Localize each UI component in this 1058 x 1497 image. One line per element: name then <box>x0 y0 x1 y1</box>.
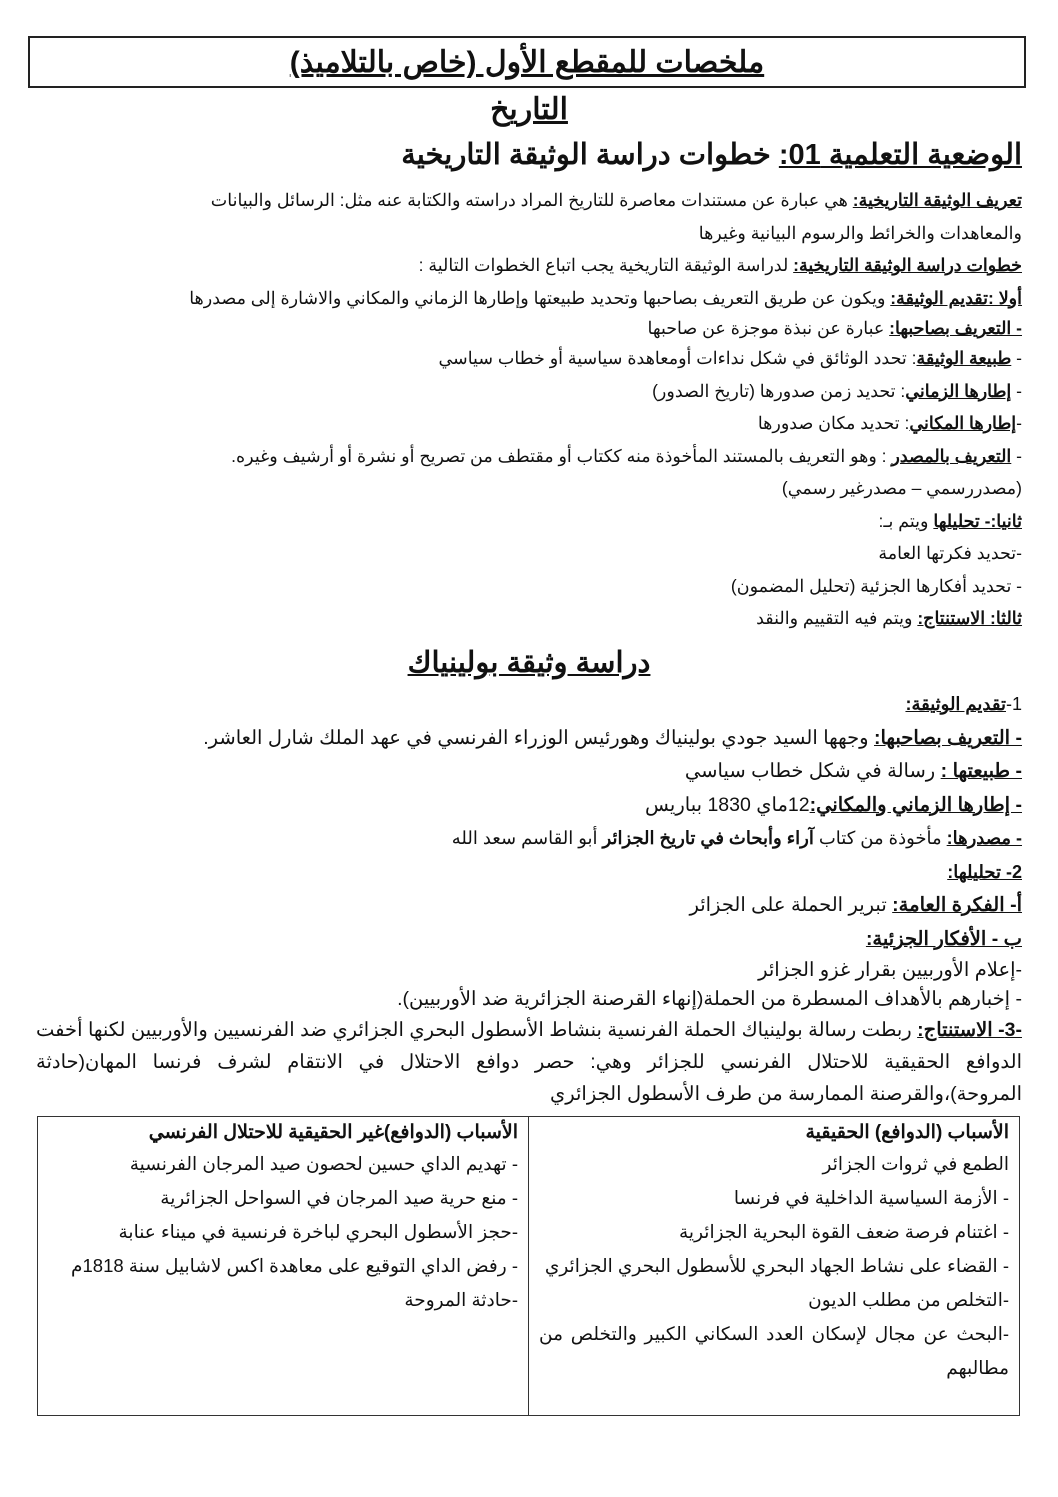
real-cause-item: - اغتنام فرصة ضعف القوة البحرية الجزائرية <box>679 1221 1009 1242</box>
fake-causes-header: الأسباب (الدوافع)غير الحقيقية للاحتلال الفرنسي <box>148 1122 518 1143</box>
fake-cause-item: - رفض الداي التوقيع على معاهدة اكس لاشابيل سنة 1818م <box>71 1255 518 1276</box>
source-text: مأخوذة من كتاب <box>813 828 947 848</box>
partial-idea-item: - إخبارهم بالأهداف المسطرة من الحملة(إنهاء القرصنة الجزائرية ضد الأوربيين). <box>397 988 1022 1010</box>
first-step-text: ويكون عن طريق التعريف بصاحبها وتحديد طبيعتها وإطارها الزماني والمكاني والاشارة إلى مصدرها <box>189 287 891 308</box>
conclusion-paragraph <box>36 1014 1022 1110</box>
part2-section <box>36 688 1022 1110</box>
definition-text: هي عبارة عن مستندات معاصرة للتاريخ المراد دراسته والكتابة عنه مثل: الرسائل والبيانات <box>210 190 853 210</box>
general-idea-label: أ- الفكرة العامة: <box>892 894 1022 916</box>
general-idea-line <box>36 889 1022 923</box>
fake-cause-item: -حادثة المروحة <box>404 1289 518 1310</box>
source-line <box>36 822 1022 856</box>
time-place-line <box>36 789 1022 823</box>
author-label: - التعريف بصاحبها: <box>874 726 1022 749</box>
part1-section <box>36 184 1022 635</box>
conclusion-label: -3- الاستنتاج: <box>917 1019 1022 1041</box>
polignac-title: دراسة وثيقة بولينياك <box>407 647 651 679</box>
source-types-line: (مصدررسمي – مصدرغير رسمي) <box>781 478 1022 498</box>
conclusion-text: ربطت رسالة بولينياك الحملة الفرنسية بنشاط الأسطول البحري الجزائري ضد الفرنسيين والأوربيين لكنها أخفت الدوافع الحقيقية للاحتلال الفرنسي للجزائر وهي: حصر دوافع الاحتلال في الانتقام لشرف فرنسا المهان(حادثة المروحة)،والقرصنة الممارسة من طرف الأسطول الجزائري <box>36 1019 1022 1105</box>
nature-label: طبيعة الوثيقة <box>916 348 1012 368</box>
situation-title: خطوات دراسة الوثيقة التاريخية <box>401 139 779 171</box>
nature-text: : تحدد الوثائق في شكل نداءات أومعاهدة سياسية أو خطاب سياسي <box>438 348 917 368</box>
nature-line: - طبيعة الوثيقة: تحدد الوثائق في شكل نداءات أومعاهدة سياسية أو خطاب سياسي <box>438 348 1022 368</box>
source-line: - التعريف بالمصدر : وهو التعريف بالمستند المأخوذة منه ككتاب أو مقتطف من تصريح أو نشرة أو أرشيف وغيره. <box>231 445 1022 466</box>
definition-line-2: والمعاهدات والخرائط والرسوم البيانية وغيرها <box>698 222 1022 243</box>
author-text: وجهها السيد جودي بولينياك وهورئيس الوزراء الفرنسي في عهد الملك شارل العاشر. <box>203 726 874 749</box>
real-cause-item: - القضاء على نشاط الجهاد البحري للأسطول البحري الجزائري <box>544 1255 1009 1276</box>
nature-text: رسالة في شكل خطاب سياسي <box>684 760 941 782</box>
fake-causes-column <box>38 1117 529 1416</box>
time-frame-label: إطارها الزماني <box>905 380 1012 401</box>
author-line <box>36 314 1022 342</box>
analysis-label: 2- تحليلها: <box>947 861 1022 882</box>
polignac-heading <box>0 640 1058 686</box>
subject-heading: التاريخ <box>490 93 568 126</box>
place-frame-label: إطارها المكاني <box>909 413 1017 433</box>
partial-ideas-line <box>36 923 1022 957</box>
causes-table <box>37 1116 1020 1416</box>
author-line <box>36 722 1022 756</box>
partial-ideas-label: ب - الأفكار الجزئية: <box>865 927 1022 950</box>
intro-number: 1- <box>1005 694 1022 714</box>
definition-line <box>36 184 1022 217</box>
third-step-line <box>36 602 1022 635</box>
fake-cause-item: - منع حرية صيد المرجان في السواحل الجزائرية <box>160 1187 518 1208</box>
place-frame-line: -إطارها المكاني: تحديد مكان صدورها <box>757 413 1022 433</box>
real-causes-column <box>529 1117 1020 1416</box>
time-place-text: 12ماي 1830 بباريس <box>645 793 810 816</box>
second-step-item: - تحديد أفكارها الجزئية (تحليل المضمون) <box>730 575 1022 596</box>
source-label: - مصدرها: <box>946 828 1022 848</box>
intro-label: تقديم الوثيقة: <box>905 694 1006 714</box>
steps-text: لدراسة الوثيقة التاريخية يجب اتباع الخطوات التالية : <box>418 255 794 275</box>
document-title: ملخصات للمقطع الأول (خاص بالتلاميذ) <box>289 46 765 79</box>
time-place-label: - إطارها الزماني والمكاني: <box>809 793 1022 816</box>
source-text: : وهو التعريف بالمستند المأخوذة منه ككتاب أو مقتطف من تصريح أو نشرة أو أرشيف وغيره. <box>231 445 892 466</box>
analysis-line <box>36 856 1022 890</box>
real-causes-header: الأسباب (الدوافع) الحقيقية <box>805 1122 1009 1143</box>
situation-heading <box>401 134 1022 176</box>
real-cause-item: - الأزمة السياسية الداخلية في فرنسا <box>733 1187 1009 1208</box>
third-step-label: ثالثا: الاستنتاج: <box>917 608 1022 628</box>
second-step-text: ويتم بـ: <box>878 510 934 531</box>
third-step-text: ويتم فيه التقييم والنقد <box>756 608 918 628</box>
author-label: - التعريف بصاحبها: <box>889 318 1022 338</box>
author-text: عبارة عن نبذة موجزة عن صاحبها <box>647 318 890 338</box>
nature-line <box>36 755 1022 789</box>
nature-label: - طبيعتها : <box>940 760 1022 782</box>
source-book: آراء وأبحاث في تاريخ الجزائر <box>602 828 814 848</box>
definition-label: تعريف الوثيقة التاريخية: <box>852 190 1022 210</box>
title-box <box>28 36 1026 88</box>
source-label: التعريف بالمصدر <box>891 445 1012 466</box>
fake-cause-item: - تهديم الداي حسين لحصون صيد المرجان الفرنسية <box>129 1153 518 1174</box>
place-frame-text: : تحديد مكان صدورها <box>757 413 910 433</box>
real-cause-item: الطمع في ثروات الجزائر <box>822 1153 1009 1174</box>
steps-label: خطوات دراسة الوثيقة التاريخية: <box>793 255 1022 275</box>
time-frame-text: : تحديد زمن صدورها (تاريخ الصدور) <box>652 380 906 401</box>
second-step-label: ثانيا:- تحليلها <box>933 510 1022 531</box>
second-step-line <box>36 505 1022 538</box>
real-cause-item: -التخلص من مطلب الديون <box>808 1289 1009 1310</box>
time-frame-line: - إطارها الزماني: تحديد زمن صدورها (تاريخ الصدور) <box>652 380 1022 401</box>
steps-line <box>36 249 1022 282</box>
fake-cause-item: -حجز الأسطول البحري لباخرة فرنسية في ميناء عنابة <box>118 1221 518 1242</box>
situation-label: الوضعية التعلمية 01: <box>778 139 1022 171</box>
partial-idea-item: -إعلام الأوربيين بقرار غزو الجزائر <box>758 959 1022 981</box>
source-author: أبو القاسم سعد الله <box>451 828 603 848</box>
real-cause-item: -البحث عن مجال لإسكان العدد السكاني الكبير والتخلص من مطالبهم <box>539 1323 1009 1378</box>
second-step-item: -تحديد فكرتها العامة <box>878 543 1022 563</box>
general-idea-text: تبرير الحملة على الجزائر <box>689 894 893 916</box>
first-step-line <box>36 282 1022 315</box>
first-step-label: أولا :تقديم الوثيقة: <box>890 287 1022 308</box>
intro-line <box>36 688 1022 722</box>
